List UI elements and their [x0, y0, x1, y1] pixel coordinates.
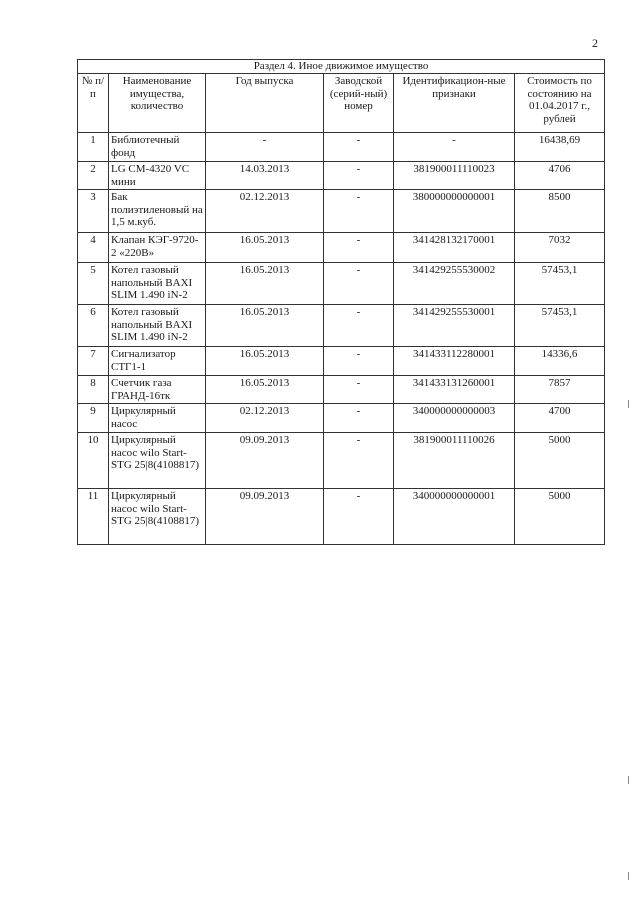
table-row — [78, 233, 605, 263]
cell-name: Циркулярный насос wilo Start-STG 25|8(4108817) — [109, 489, 206, 545]
cell-cost: 8500 — [515, 190, 605, 233]
asset-table — [77, 59, 605, 545]
scan-mark — [628, 776, 629, 784]
cell-ident: - — [394, 133, 515, 162]
page-number: 2 — [592, 36, 598, 50]
table-row — [78, 489, 605, 545]
cell-ident: 340000000000003 — [394, 404, 515, 433]
cell-ident: 380000000000001 — [394, 190, 515, 233]
table-row — [78, 376, 605, 404]
cell-number: 2 — [78, 162, 109, 190]
cell-name: Бак полиэтиленовый на 1,5 м.куб. — [109, 190, 206, 233]
cell-ident: 341433112280001 — [394, 347, 515, 376]
section-title: Раздел 4. Иное движимое имущество — [78, 60, 605, 74]
cell-name: Счетчик газа ГРАНД-16тк — [109, 376, 206, 404]
cell-year: 09.09.2013 — [206, 489, 324, 545]
cell-year: 14.03.2013 — [206, 162, 324, 190]
column-header-cost: Стоимость по состоянию на 01.04.2017 г., рублей — [515, 74, 605, 133]
cell-number: 10 — [78, 433, 109, 489]
table-row — [78, 433, 605, 489]
cell-name: Клапан КЭГ-9720-2 «220В» — [109, 233, 206, 263]
cell-ident: 381900011110023 — [394, 162, 515, 190]
cell-ident: 340000000000001 — [394, 489, 515, 545]
cell-year: 16.05.2013 — [206, 305, 324, 347]
cell-number: 8 — [78, 376, 109, 404]
cell-cost: 7032 — [515, 233, 605, 263]
table-body — [78, 133, 605, 545]
cell-year: 16.05.2013 — [206, 376, 324, 404]
column-header-row — [78, 74, 605, 133]
cell-year: 16.05.2013 — [206, 263, 324, 305]
cell-ident: 381900011110026 — [394, 433, 515, 489]
cell-ident: 341433131260001 — [394, 376, 515, 404]
cell-number: 9 — [78, 404, 109, 433]
cell-name: Циркулярный насос — [109, 404, 206, 433]
cell-serial: - — [324, 489, 394, 545]
table-row — [78, 263, 605, 305]
cell-cost: 4700 — [515, 404, 605, 433]
cell-cost: 7857 — [515, 376, 605, 404]
cell-cost: 57453,1 — [515, 305, 605, 347]
table-row — [78, 133, 605, 162]
table-row — [78, 305, 605, 347]
cell-number: 3 — [78, 190, 109, 233]
cell-number: 4 — [78, 233, 109, 263]
cell-serial: - — [324, 376, 394, 404]
cell-year: 02.12.2013 — [206, 190, 324, 233]
cell-year: 02.12.2013 — [206, 404, 324, 433]
cell-ident: 341429255530002 — [394, 263, 515, 305]
cell-year: 09.09.2013 — [206, 433, 324, 489]
cell-serial: - — [324, 233, 394, 263]
cell-name: LG CM-4320 VC мини — [109, 162, 206, 190]
column-header-serial: Заводской (серий-ный) номер — [324, 74, 394, 133]
scan-mark — [628, 400, 629, 408]
cell-name: Циркулярный насос wilo Start-STG 25|8(4108817) — [109, 433, 206, 489]
cell-number: 11 — [78, 489, 109, 545]
cell-number: 5 — [78, 263, 109, 305]
cell-number: 7 — [78, 347, 109, 376]
cell-number: 6 — [78, 305, 109, 347]
cell-serial: - — [324, 133, 394, 162]
scan-mark — [628, 872, 629, 880]
table-row — [78, 162, 605, 190]
cell-name: Библиотечный фонд — [109, 133, 206, 162]
cell-serial: - — [324, 263, 394, 305]
cell-serial: - — [324, 433, 394, 489]
table-row — [78, 190, 605, 233]
cell-ident: 341429255530001 — [394, 305, 515, 347]
cell-name: Котел газовый напольный BAXI SLIM 1.490 iN-2 — [109, 263, 206, 305]
cell-cost: 57453,1 — [515, 263, 605, 305]
cell-number: 1 — [78, 133, 109, 162]
column-header-number: № п/п — [78, 74, 109, 133]
cell-serial: - — [324, 190, 394, 233]
cell-year: 16.05.2013 — [206, 347, 324, 376]
column-header-ident: Идентификацион-ные признаки — [394, 74, 515, 133]
cell-serial: - — [324, 305, 394, 347]
column-header-year: Год выпуска — [206, 74, 324, 133]
cell-cost: 5000 — [515, 433, 605, 489]
cell-cost: 4706 — [515, 162, 605, 190]
cell-year: 16.05.2013 — [206, 233, 324, 263]
cell-ident: 341428132170001 — [394, 233, 515, 263]
table-header — [78, 60, 605, 133]
column-header-name: Наименование имущества, количество — [109, 74, 206, 133]
table-row — [78, 404, 605, 433]
cell-serial: - — [324, 162, 394, 190]
cell-serial: - — [324, 347, 394, 376]
cell-year: - — [206, 133, 324, 162]
cell-cost: 14336,6 — [515, 347, 605, 376]
cell-cost: 16438,69 — [515, 133, 605, 162]
cell-serial: - — [324, 404, 394, 433]
cell-name: Котел газовый напольный BAXI SLIM 1.490 iN-2 — [109, 305, 206, 347]
table-row — [78, 347, 605, 376]
cell-cost: 5000 — [515, 489, 605, 545]
cell-name: Сигнализатор СТГ1-1 — [109, 347, 206, 376]
